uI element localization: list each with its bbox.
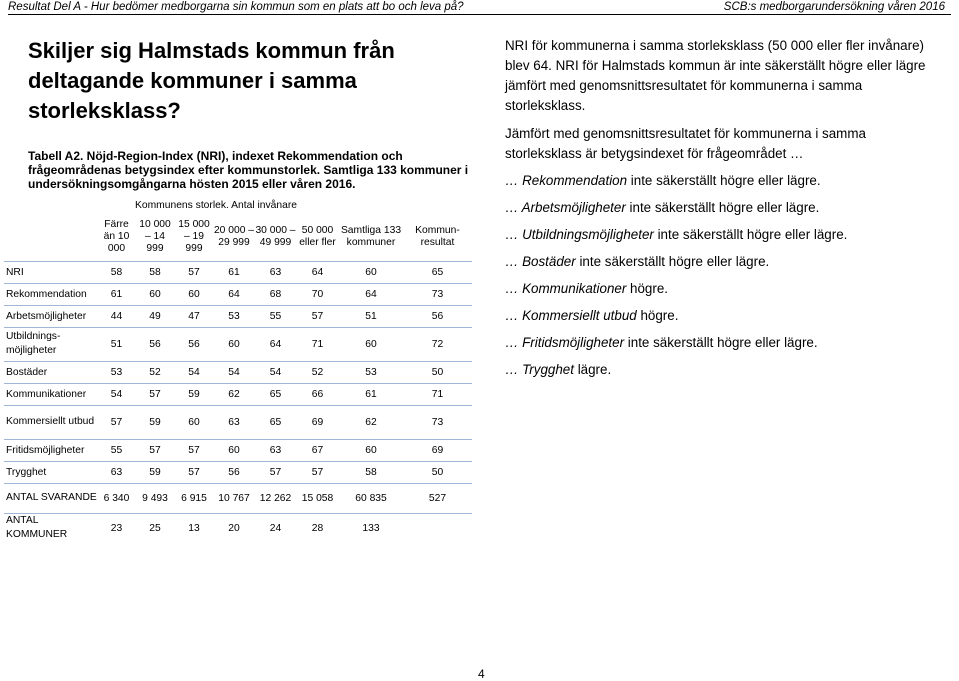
table-cell: 65 bbox=[255, 383, 296, 405]
table-cell: 50 bbox=[403, 361, 472, 383]
table-cell: 57 bbox=[175, 461, 213, 483]
table-cell: 47 bbox=[175, 305, 213, 327]
area-name: … Kommunikationer bbox=[505, 281, 627, 296]
page-title: Skiljer sig Halmstads kommun från deltagande kommuner i samma storleksklass? bbox=[28, 38, 395, 123]
table-column-header: Kommun-resultat bbox=[415, 225, 460, 249]
area-name: … Utbildningsmöjligheter bbox=[505, 227, 654, 242]
table-cell: 57 bbox=[175, 439, 213, 461]
area-verdict: inte säkerställt högre eller lägre. bbox=[575, 254, 770, 269]
area-name: … Kommersiellt utbud bbox=[505, 308, 637, 323]
table-cell: 60 bbox=[135, 283, 175, 305]
table-cell: 72 bbox=[403, 327, 472, 361]
table-row-label: Utbildnings-möjligheter bbox=[4, 327, 98, 361]
table-row-label: Arbetsmöjligheter bbox=[4, 305, 98, 327]
table-column-header: 15 000 – 19 999 bbox=[178, 219, 210, 255]
area-name: … Bostäder bbox=[505, 254, 576, 269]
table-row bbox=[4, 461, 472, 483]
table-cell: 49 bbox=[135, 305, 175, 327]
table-cell: 54 bbox=[255, 361, 296, 383]
table-cell: 61 bbox=[98, 283, 135, 305]
table-cell: 53 bbox=[213, 305, 255, 327]
area-list-item bbox=[505, 225, 945, 245]
table-cell: 527 bbox=[403, 483, 472, 513]
header-right-text: SCB:s medborgarundersökning våren 2016 bbox=[723, 1, 945, 13]
table-column-header: 10 000 – 14 999 bbox=[139, 219, 171, 255]
table-cell: 59 bbox=[135, 405, 175, 439]
table-row bbox=[4, 483, 472, 513]
table-row-label: Trygghet bbox=[4, 461, 98, 483]
table-row bbox=[4, 361, 472, 383]
table-cell: 56 bbox=[135, 327, 175, 361]
table-corner-cell bbox=[4, 214, 98, 261]
header-left-text: Resultat Del A - Hur bedömer medborgarna sin kommun som en plats att bo och leva på? bbox=[8, 1, 464, 13]
table-cell: 52 bbox=[296, 361, 339, 383]
table-cell: 59 bbox=[175, 383, 213, 405]
table-row-label: Bostäder bbox=[4, 361, 98, 383]
table-cell: 55 bbox=[98, 439, 135, 461]
table-row bbox=[4, 261, 472, 283]
table-cell: 57 bbox=[135, 383, 175, 405]
area-list-item bbox=[505, 306, 945, 326]
table-cell: 57 bbox=[175, 261, 213, 283]
table-column-header: Samtliga 133 kommuner bbox=[340, 225, 402, 249]
table-cell: 54 bbox=[98, 383, 135, 405]
area-list-item bbox=[505, 360, 945, 380]
table-cell: 65 bbox=[403, 261, 472, 283]
table-cell: 64 bbox=[339, 283, 403, 305]
table-cell: 57 bbox=[135, 439, 175, 461]
table-corner-cell bbox=[4, 198, 98, 214]
table-row bbox=[4, 283, 472, 305]
table-cell: 44 bbox=[98, 305, 135, 327]
table-cell: 71 bbox=[403, 383, 472, 405]
table-column-header: 50 000 eller fler bbox=[299, 225, 336, 249]
table-cell: 60 bbox=[213, 327, 255, 361]
table-cell: 55 bbox=[255, 305, 296, 327]
table-cell: 15 058 bbox=[296, 483, 339, 513]
table-cell: 53 bbox=[339, 361, 403, 383]
area-list bbox=[505, 171, 945, 380]
area-verdict: lägre. bbox=[573, 362, 612, 377]
table-cell: 68 bbox=[255, 283, 296, 305]
table-column-header-row bbox=[4, 214, 472, 261]
table-cell: 63 bbox=[98, 461, 135, 483]
table-cell: 53 bbox=[98, 361, 135, 383]
area-verdict: inte säkerställt högre eller lägre. bbox=[653, 227, 848, 242]
table-cell: 10 767 bbox=[213, 483, 255, 513]
table-cell: 9 493 bbox=[135, 483, 175, 513]
table-cell: 54 bbox=[213, 361, 255, 383]
results-table bbox=[4, 198, 472, 543]
table-column-header: 30 000 – 49 999 bbox=[255, 225, 296, 249]
table-cell: 25 bbox=[135, 513, 175, 543]
table-cell: 6 915 bbox=[175, 483, 213, 513]
table-cell: 73 bbox=[403, 283, 472, 305]
table-cell: 6 340 bbox=[98, 483, 135, 513]
table-cell: 57 bbox=[255, 461, 296, 483]
table-cell: 71 bbox=[296, 327, 339, 361]
table-cell: 51 bbox=[339, 305, 403, 327]
area-list-item bbox=[505, 198, 945, 218]
table-header-spacer bbox=[403, 198, 472, 214]
table-row-label: Rekommendation bbox=[4, 283, 98, 305]
table-row bbox=[4, 327, 472, 361]
table-cell: 133 bbox=[339, 513, 403, 543]
table-row-label: Kommersiellt utbud bbox=[4, 405, 98, 439]
table-cell: 59 bbox=[135, 461, 175, 483]
table-cell: 57 bbox=[98, 405, 135, 439]
area-verdict: högre. bbox=[626, 281, 669, 296]
table-cell: 63 bbox=[255, 439, 296, 461]
table-row-label: ANTAL KOMMUNER bbox=[4, 513, 98, 543]
table-cell: 60 bbox=[175, 405, 213, 439]
table-row-label: Fritidsmöjligheter bbox=[4, 439, 98, 461]
table-cell: 73 bbox=[403, 405, 472, 439]
area-list-item bbox=[505, 252, 945, 272]
table-cell: 69 bbox=[403, 439, 472, 461]
area-verdict: inte säkerställt högre eller lägre. bbox=[625, 200, 820, 215]
table-cell: 56 bbox=[175, 327, 213, 361]
table-row-label: NRI bbox=[4, 261, 98, 283]
table-cell: 65 bbox=[255, 405, 296, 439]
summary-paragraph-nri: NRI för kommunerna i samma storleksklass (50 000 eller fler invånare) blev 64. NRI för Halmstads kommun är inte säkerställt högre eller lägre jämfört med genomsnittsresultatet för kommunerna i samma storleksklass. bbox=[505, 38, 926, 113]
page-header bbox=[0, 0, 959, 16]
table-cell: 57 bbox=[296, 461, 339, 483]
table-group-header: Kommunens storlek. Antal invånare bbox=[135, 200, 297, 211]
table-cell: 58 bbox=[135, 261, 175, 283]
area-name: … Trygghet bbox=[505, 362, 574, 377]
table-row-label: ANTAL SVARANDE bbox=[4, 483, 98, 513]
area-list-item bbox=[505, 333, 945, 353]
table-cell: 63 bbox=[213, 405, 255, 439]
area-list-item bbox=[505, 279, 945, 299]
area-verdict: högre. bbox=[636, 308, 679, 323]
table-row bbox=[4, 439, 472, 461]
summary-text bbox=[505, 36, 945, 387]
table-cell: 56 bbox=[403, 305, 472, 327]
table-cell: 57 bbox=[296, 305, 339, 327]
table-column-header: 20 000 – 29 999 bbox=[213, 225, 255, 249]
table-cell: 64 bbox=[255, 327, 296, 361]
table-cell: 64 bbox=[296, 261, 339, 283]
area-list-item bbox=[505, 171, 945, 191]
table-cell: 62 bbox=[339, 405, 403, 439]
table-cell: 60 bbox=[175, 283, 213, 305]
table-cell: 61 bbox=[213, 261, 255, 283]
table-cell: 69 bbox=[296, 405, 339, 439]
table-column-header: Färre än 10 000 bbox=[103, 219, 130, 255]
table-cell: 70 bbox=[296, 283, 339, 305]
table-group-header-row bbox=[4, 198, 472, 214]
area-name: … Rekommendation bbox=[505, 173, 628, 188]
table-cell: 58 bbox=[339, 461, 403, 483]
area-verdict: inte säkerställt högre eller lägre. bbox=[627, 173, 821, 188]
table-cell: 24 bbox=[255, 513, 296, 543]
table-cell: 60 835 bbox=[339, 483, 403, 513]
area-name: … Fritidsmöjligheter bbox=[505, 335, 625, 350]
table-caption: Tabell A2. Nöjd-Region-Index (NRI), indexet Rekommendation och frågeområdenas betygsindex efter kommunstorlek. Samtliga 133 kommuner i undersökningsomgångarna hösten 2015 eller våren 2016. bbox=[28, 149, 469, 191]
table-cell: 13 bbox=[175, 513, 213, 543]
table-cell: 63 bbox=[255, 261, 296, 283]
table-cell: 51 bbox=[98, 327, 135, 361]
page-number: 4 bbox=[478, 667, 485, 681]
table-cell: 54 bbox=[175, 361, 213, 383]
table-row-label: Kommunikationer bbox=[4, 383, 98, 405]
table-cell: 23 bbox=[98, 513, 135, 543]
table-cell: 52 bbox=[135, 361, 175, 383]
table-row bbox=[4, 383, 472, 405]
table-row bbox=[4, 405, 472, 439]
table-cell: 66 bbox=[296, 383, 339, 405]
table-cell: 20 bbox=[213, 513, 255, 543]
table-cell: 60 bbox=[339, 261, 403, 283]
area-verdict: inte säkerställt högre eller lägre. bbox=[624, 335, 818, 350]
table-cell: 28 bbox=[296, 513, 339, 543]
area-name: … Arbetsmöjligheter bbox=[505, 200, 626, 215]
table-row bbox=[4, 513, 472, 543]
table-cell: 64 bbox=[213, 283, 255, 305]
table-cell: 60 bbox=[213, 439, 255, 461]
table-cell: 60 bbox=[339, 327, 403, 361]
table-cell: 61 bbox=[339, 383, 403, 405]
table-body bbox=[4, 198, 472, 543]
table-header-spacer bbox=[98, 198, 135, 214]
table-cell: 67 bbox=[296, 439, 339, 461]
header-rule bbox=[8, 14, 951, 15]
table-cell: 12 262 bbox=[255, 483, 296, 513]
table-cell bbox=[403, 513, 472, 543]
table-cell: 50 bbox=[403, 461, 472, 483]
table-cell: 62 bbox=[213, 383, 255, 405]
summary-paragraph-intro: Jämfört med genomsnittsresultatet för kommunerna i samma storleksklass är betygsindexet för frågeområdet … bbox=[505, 126, 866, 161]
table-cell: 58 bbox=[98, 261, 135, 283]
table-row bbox=[4, 305, 472, 327]
table-cell: 60 bbox=[339, 439, 403, 461]
table-cell: 56 bbox=[213, 461, 255, 483]
